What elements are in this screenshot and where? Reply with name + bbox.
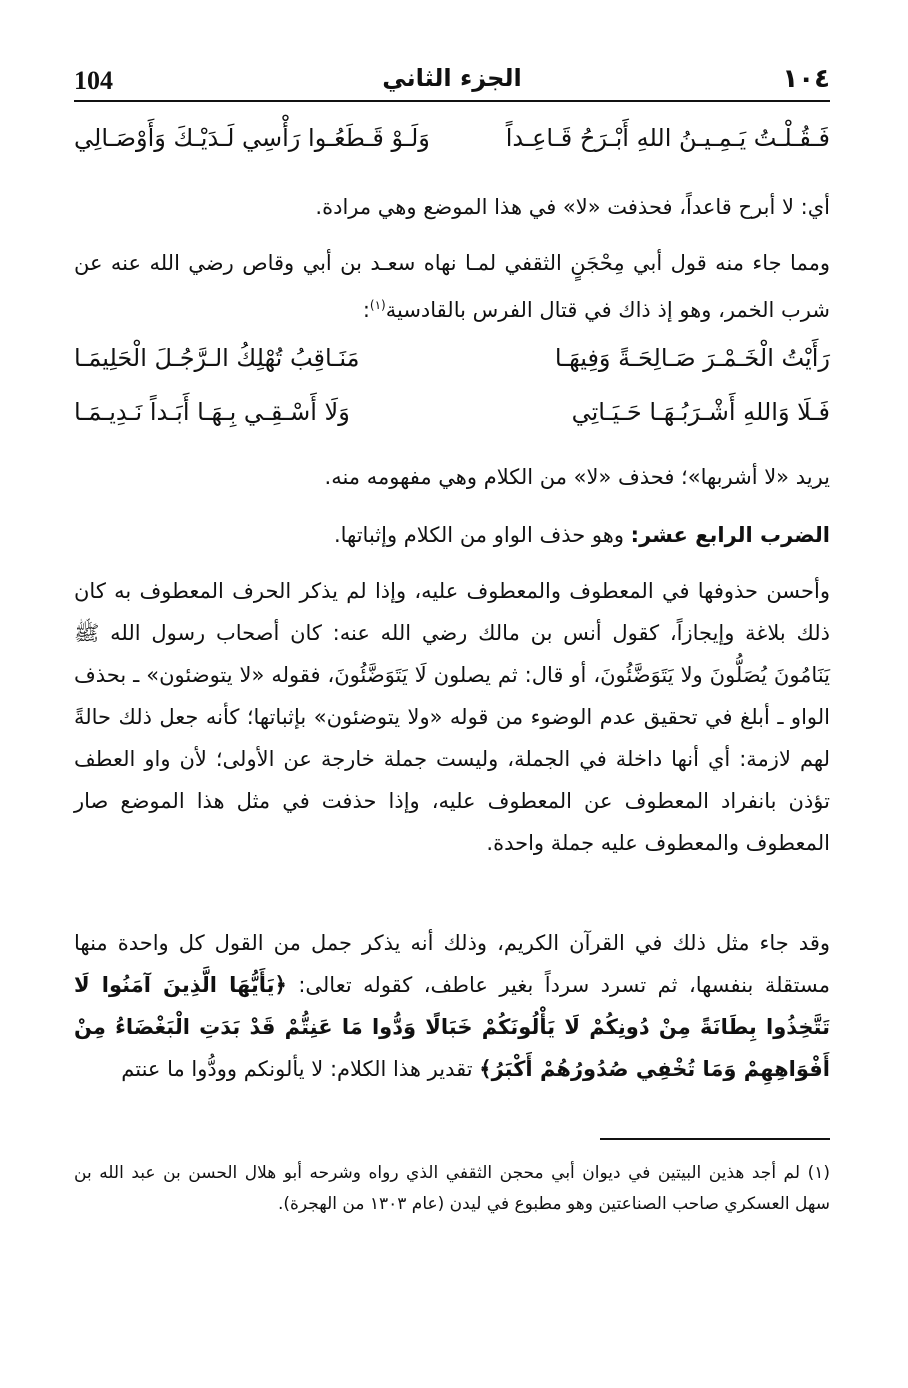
paragraph-2-text: ومما جاء منه قول أبي مِحْجَنٍ الثقفي لمـا نهاه سعـد بن أبي وقاص رضي الله عنه عن شرب الخمر، وهو إذ ذاك في قتال الفرس بالقادسية bbox=[74, 251, 830, 322]
verse-second-hemistich: مَنَـاقِبُ تُهْلِكُ الـرَّجُـلَ الْحَلِيمَـا bbox=[74, 344, 360, 372]
verse-line-3 bbox=[74, 398, 830, 442]
footnote-separator bbox=[600, 1138, 830, 1140]
paragraph-1: أي: لا أبرح قاعداً، فحذفت «لا» في هذا الموضع وهي مرادة. bbox=[315, 195, 830, 219]
running-title: الجزء الثاني bbox=[382, 64, 522, 92]
verse-first-hemistich: رَأَيْتُ الْخَـمْـرَ صَـالِحَـةً وَفِيهَـا bbox=[554, 344, 830, 372]
footnote-reference: (١) bbox=[369, 298, 386, 312]
verse-first-hemistich: فَـلَا وَاللهِ أَشْـرَبُـهَـا حَـيَـاتِي bbox=[571, 398, 830, 426]
verse-second-hemistich: وَلَـوْ قَـطَعُـوا رَأْسِي لَـدَيْـكَ وَأَوْصَـالِي bbox=[74, 124, 430, 152]
footnote: (١) لم أجد هذين البيتين في ديوان أبي محجن الثقفي الذي رواه وشرحه أبو هلال الحسن بن عبد الله بن سهل العسكري صاحب الصناعتين وهو مطبوع في ليدن (عام ١٣٠٣ من الهجرة). bbox=[74, 1163, 830, 1214]
section-heading-title: الضرب الرابع عشر: bbox=[630, 523, 830, 547]
verse-first-hemistich: فَـقُـلْـتُ يَـمِـيـنُ اللهِ أَبْـرَحُ قَـاعِـداً bbox=[505, 124, 830, 152]
paragraph-4: وأحسن حذوفها في المعطوف والمعطوف عليه، وإذا لم يذكر الحرف المعطوف به كان ذلك بلاغة وإيجازاً، كقول أنس بن مالك رضي الله عنه: كان أصحاب رسول الله ﷺ يَنَامُونَ يُصَلُّونَ ولا يَتَوَضَّئُونَ، أو قال: ثم يصلون لَا يَتَوَضَّئُونَ، فقوله «لا يتوضئون» ـ بحذف الواو ـ أبلغ في تحقيق عدم الوضوء من قوله «ولا يتوضئون» بإثباتها؛ كأنه جعل ذلك حالةً لهم لازمة: أي أنها داخلة في الجملة، وليست جملة خارجة عن الأولى؛ لأن واو العطف تؤذن بانفراد المعطوف عن المعطوف عليه، وإذا حذفت في مثل هذا الموضع صار المعطوف والمعطوف عليه جملة واحدة. bbox=[74, 579, 830, 855]
verse-second-hemistich: وَلَا أَسْـقِـي بِـهَـا أَبَـداً نَـدِيـمَـا bbox=[74, 398, 350, 426]
paragraph-3: يريد «لا أشربها»؛ فحذف «لا» من الكلام وهي مفهومه منه. bbox=[324, 465, 830, 489]
verse-line-1 bbox=[74, 124, 830, 168]
section-heading-text: وهو حذف الواو من الكلام وإثباتها. bbox=[333, 523, 624, 547]
paragraph-5 bbox=[74, 922, 830, 1090]
paragraph-5-continuation: تقدير هذا الكلام: لا يألونكم وودُّوا ما عنتم bbox=[121, 1057, 473, 1081]
page-header bbox=[74, 64, 830, 102]
page-number-latin: 104 bbox=[74, 66, 113, 95]
paragraph-5-text: وقد جاء مثل ذلك في القرآن الكريم، وذلك أنه يذكر جمل من القول كل واحدة منها مستقلة بنفسها، ثم تسرد سرداً بغير عاطف، كقوله تعالى: bbox=[74, 931, 830, 997]
paragraph-2-colon: : bbox=[362, 298, 370, 322]
page-number-arabic: ١٠٤ bbox=[782, 64, 830, 94]
verse-line-2 bbox=[74, 344, 830, 388]
paragraph-2 bbox=[74, 242, 830, 331]
section-heading bbox=[74, 514, 830, 556]
quran-verse: ﴿يَأَيُّهَا الَّذِينَ آمَنُوا لَا تَتَّخِذُوا بِطَانَةً مِنْ دُونِكُمْ لَا يَأْلُونَكُمْ خَبَالًا وَدُّوا مَا عَنِتُّمْ قَدْ بَدَتِ الْبَغْضَاءُ مِنْ أَفْوَاهِهِمْ وَمَا تُخْفِي صُدُورُهُمْ أَكْبَرُ﴾ bbox=[74, 973, 830, 1081]
